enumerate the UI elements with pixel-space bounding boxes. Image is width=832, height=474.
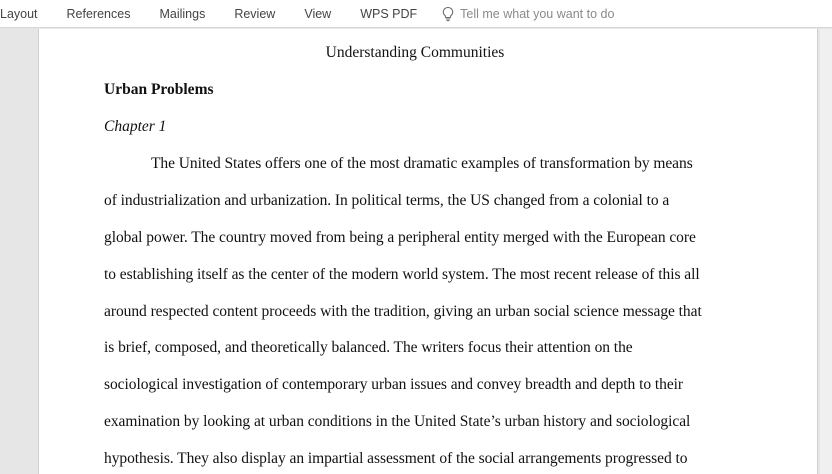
paragraph-line: The United States offers one of the most dramatic examples of transformation by means bbox=[151, 155, 693, 172]
paragraph-line: hypothesis. They also display an impartial assessment of the social arrangements progressed to bbox=[104, 450, 688, 467]
paragraph-line: of industrialization and urbanization. In political terms, the US changed from a colonial to a bbox=[104, 192, 670, 209]
tab-references[interactable]: References bbox=[66, 6, 131, 21]
paragraph-line: around respected content proceeds with the tradition, giving an urban social science message that bbox=[104, 303, 702, 320]
vertical-scrollbar[interactable] bbox=[820, 29, 832, 474]
chapter-label: Chapter 1 bbox=[104, 118, 167, 135]
tab-review[interactable]: Review bbox=[234, 6, 276, 21]
section-heading: Urban Problems bbox=[104, 81, 214, 98]
document-title: Understanding Communities bbox=[325, 44, 505, 61]
tell-me-placeholder: Tell me what you want to do bbox=[460, 6, 615, 21]
paragraph-line: is brief, composed, and theoretically balanced. The writers focus their attention on the bbox=[104, 339, 633, 356]
lightbulb-icon bbox=[441, 6, 455, 22]
paragraph-line: sociological investigation of contemporary urban issues and convey breadth and depth to their bbox=[104, 376, 684, 393]
tell-me-search[interactable] bbox=[441, 6, 614, 22]
tab-wps-pdf[interactable]: WPS PDF bbox=[360, 6, 418, 21]
paragraph-line: examination by looking at urban conditions in the United State’s urban history and sociological bbox=[104, 413, 691, 430]
document-canvas[interactable] bbox=[0, 29, 832, 474]
tab-layout[interactable]: Layout bbox=[0, 6, 38, 21]
tab-view[interactable]: View bbox=[304, 6, 332, 21]
document-page[interactable] bbox=[38, 29, 818, 474]
ribbon-tab-bar bbox=[0, 0, 832, 28]
paragraph-line: to establishing itself as the center of the modern world system. The most recent release of this all bbox=[104, 266, 700, 283]
tab-mailings[interactable]: Mailings bbox=[159, 6, 206, 21]
paragraph-line: global power. The country moved from being a peripheral entity merged with the European core bbox=[104, 229, 696, 246]
